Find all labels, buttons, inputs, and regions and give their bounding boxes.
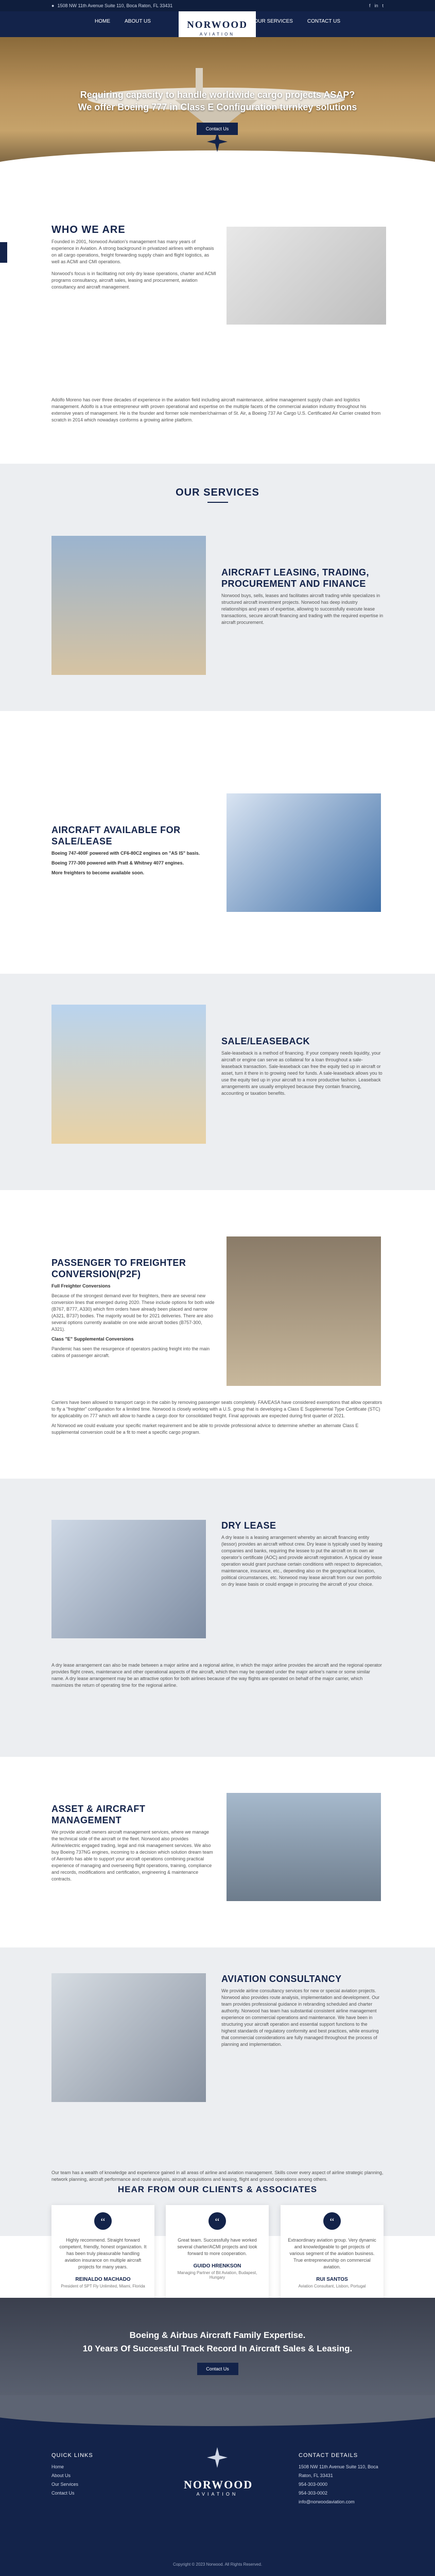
service-p2f-title: PASSENGER TO FREIGHTER CONVERSION(P2F) bbox=[51, 1258, 186, 1279]
footer-link-about[interactable]: About Us bbox=[51, 2473, 71, 2478]
testimonial-role-3: Aviation Consultant, Lisbon, Portugal bbox=[298, 2284, 366, 2289]
testimonial-text-3: Extraordinary aviation group. Very dynamic and knowledgeable to get projects of various segment of the aviation business. True entrepreneurship on commercial aviation. bbox=[288, 2238, 376, 2269]
testimonial-role-1: President of SPT Fly Unlimited, Miami, Florida bbox=[61, 2284, 145, 2289]
footer-address: 1508 NW 11th Avenue Suite 110, Boca Raton, FL 33431 bbox=[299, 2464, 378, 2478]
quote-icon: “ bbox=[94, 2212, 112, 2230]
service-consultancy-title: AVIATION CONSULTANCY bbox=[221, 1974, 342, 1984]
nav-right bbox=[247, 19, 347, 24]
who-we-are-section bbox=[51, 224, 384, 422]
engine-maintenance-image bbox=[227, 1793, 381, 1901]
who-paragraph-2: Norwood's focus is in facilitating not only dry lease operations, charter and ACMI programs consultancy, aircraft sales, leasing and procurement, aviation consultancy and aircraft management. bbox=[51, 271, 216, 290]
services-underline bbox=[207, 502, 228, 503]
logo-title: NORWOOD bbox=[187, 19, 248, 30]
cta-banner bbox=[0, 2298, 435, 2406]
service-p2f-text bbox=[51, 1257, 216, 1359]
footer-logo-subtitle: AVIATION bbox=[196, 2492, 238, 2497]
footer-contact bbox=[299, 2452, 386, 2506]
footer-contact-title: CONTACT DETAILS bbox=[299, 2452, 358, 2459]
nav-left bbox=[88, 19, 158, 24]
service-p2f-text-1: Because of the strongest demand ever for freighters, there are several new conversion lines that emerged during 2020. These include options for both wide (B767, B777, A330) which firm orders have already been placed and narrow (A321, B737) bodies. The majority would be for 2021 deliveries. There are also several options currently available on one wide aircraft bodies (B757-300, A321). bbox=[51, 1293, 215, 1332]
service-available-line-2: Boeing 777-300 powered with Pratt & Whitney 4077 engines. bbox=[51, 860, 184, 866]
service-available-text bbox=[51, 824, 216, 876]
quote-icon: “ bbox=[323, 2212, 341, 2230]
hero-line-2: We offer Boeing 777 in Class E Configuration turnkey solutions bbox=[78, 102, 357, 112]
footer-logo[interactable] bbox=[184, 2478, 251, 2497]
cta-line-1: Boeing & Airbus Aircraft Family Expertise. bbox=[129, 2330, 306, 2340]
testimonials-header bbox=[0, 2184, 435, 2195]
services-header bbox=[0, 487, 435, 503]
testimonial-name-2: GUIDO HRENKSON bbox=[193, 2263, 241, 2269]
service-management-desc: We provide aircraft owners aircraft management services, where we manage the technical side of the aircraft or the fleet. Norwood also provides Airline/electric engaged trading, legal and risk management services. We also buy Boeing 737NG engines, incoming to a decision which solution dream team of Aeroinfo has able to support your aircraft operations combining practical experience of managing and overseeing flight operations, training, compliance and records, modifications and certification, engineering & maintenance contracts. bbox=[51, 1829, 213, 1882]
compass-star-icon bbox=[207, 131, 228, 152]
location-icon: ● bbox=[51, 3, 55, 8]
service-drylease-text bbox=[221, 1520, 384, 1588]
footer-links bbox=[51, 2452, 93, 2498]
quote-icon: “ bbox=[208, 2212, 226, 2230]
who-paragraph-3: Adolfo Moreno has over three decades of experience in the aviation field including aircraft maintenance, airline management supply chain and logistics management. Adolfo is a true entrepreneur with proven operational and expertise on the multiple facets of the commercial aviation industry throughout his extensive years of management. He is the founder and former sole member/chairman of St. Air, a Boeing 737 Air Cargo U.S. Certificated Air Carrier created from scratch in 2014 which nowadays conforms a growing airline platform. bbox=[51, 397, 381, 422]
who-text bbox=[51, 224, 216, 291]
who-paragraph-1: Founded in 2001, Norwood Aviation's management has many years of experience in Aviation. A strong background in privatized airlines with emphasis on all cargo operations, freight forwarding supply chain and flight logistics, as well as ACMI and CMI operations. bbox=[51, 239, 214, 264]
service-available-line-1: Boeing 747-400F powered with CF6-80C2 engines on "AS IS" basis. bbox=[51, 851, 200, 856]
magnifier-airplane-image bbox=[227, 793, 381, 912]
cta-line-2: 10 Years Of Successful Track Record In Aircraft Sales & Leasing. bbox=[82, 2344, 353, 2353]
who-title: WHO WE ARE bbox=[51, 224, 126, 235]
handshake-plane-image bbox=[51, 1520, 206, 1638]
nav-contact[interactable]: CONTACT US bbox=[307, 19, 340, 24]
handshake-world-map-image bbox=[227, 227, 386, 325]
service-saleleaseback-title: SALE/LEASEBACK bbox=[221, 1036, 310, 1046]
main-nav bbox=[0, 11, 435, 37]
service-management-title: ASSET & AIRCRAFT MANAGEMENT bbox=[51, 1804, 146, 1825]
testimonial-name-1: REINALDO MACHADO bbox=[75, 2277, 131, 2282]
footer-link-contact[interactable]: Contact Us bbox=[51, 2490, 75, 2496]
testimonial-text-2: Great team. Successfully have worked several charter/ACMI projects and look forward to more cooperation. bbox=[177, 2238, 257, 2256]
service-p2f-text-3: Carriers have been allowed to transport cargo in the cabin by removing passenger seats completely. FAA/EASA have considered exemptions that allow operators to fly a "freighter" configuration for a limited time. Norwood is closely working with a U.S. group that is developing a Class E Supplemental Type Certificate (STC) for applicability on 777 which will allow to handle a cargo door for consolidated freight. Final approvals are expected during first quarter of 2021. bbox=[51, 1400, 382, 1418]
footer-links-title: QUICK LINKS bbox=[51, 2452, 93, 2459]
logo-subtitle: AVIATION bbox=[199, 31, 235, 37]
facebook-icon[interactable]: f bbox=[369, 3, 371, 8]
nav-home[interactable]: HOME bbox=[95, 19, 110, 24]
service-drylease-text-2: A dry lease arrangement can also be made between a major airline and a regional airline, in which the major airline provides the aircraft and the regional operator provides flight crews, maintenance and other operational aspects of the aircraft, which then may be operated under the major airline's name or some similar name. A dry lease arrangement may be an attractive option for both airlines because of the way flights are operated on behalf of the major carrier, which maximizes the return of operating time for the regional airline. bbox=[51, 1663, 382, 1688]
footer-phone-2[interactable]: 954-303-0002 bbox=[299, 2490, 328, 2496]
testimonials-title: HEAR FROM OUR CLIENTS & ASSOCIATES bbox=[117, 2184, 318, 2194]
cabin-cargo-image bbox=[227, 1236, 381, 1386]
social-links bbox=[369, 3, 384, 8]
service-p2f-text-2: Pandemic has seen the resurgence of operators packing freight into the main cabins of passenger aircraft. bbox=[51, 1346, 210, 1358]
linkedin-icon[interactable]: in bbox=[374, 3, 378, 8]
service-drylease-title: DRY LEASE bbox=[221, 1520, 276, 1531]
service-consultancy-text-2: Our team has a wealth of knowledge and experience gained in all areas of airline and aviation management. Skills cover every aspect of airline strategic planning, network planning, aircraft performance and route analysis, aircraft acquisitions and leasing, flight and ground operations among others. bbox=[51, 2170, 384, 2182]
hero-headline bbox=[0, 89, 435, 113]
plane-takeoff-image bbox=[51, 1005, 206, 1144]
footer-copyright: Copyright © 2023 Norwood. All Rights Reserved. bbox=[172, 2562, 263, 2567]
hero-curve bbox=[0, 150, 435, 171]
footer-email[interactable]: info@norwoodaviation.com bbox=[299, 2499, 355, 2504]
service-p2f-full bbox=[51, 1396, 384, 1436]
nav-about[interactable]: ABOUT US bbox=[125, 19, 151, 24]
compass-star-icon bbox=[207, 2447, 228, 2468]
footer-link-services[interactable]: Our Services bbox=[51, 2482, 79, 2487]
service-p2f-text-4: At Norwood we could evaluate your specific market requirement and be able to provide professional advice to determine whether an alternate Class E supplemental conversion could be a fit to meet a specific cargo program. bbox=[51, 1423, 359, 1435]
service-available-line-3: More freighters to become available soon. bbox=[51, 870, 145, 875]
topbar-address: 1508 NW 11th Avenue Suite 110, Boca Raton, FL 33431 bbox=[57, 3, 173, 8]
service-p2f-sub-2: Class "E" Supplemental Conversions bbox=[51, 1336, 134, 1342]
services-title: OUR SERVICES bbox=[176, 487, 259, 498]
footer-phone-1[interactable]: 954-303-0000 bbox=[299, 2482, 328, 2487]
service-leasing-text bbox=[221, 567, 384, 626]
footer-logo-title: NORWOOD bbox=[184, 2478, 253, 2491]
service-saleleaseback-desc: Sale-leaseback is a method of financing. If your company needs liquidity, your aircraft or engine can serve as collateral for a loan throughout a sale-leaseback transaction. Sale-leaseback can free the equity tied up in aircraft or asset, turn it there in to growing need for funds. A sale-leaseback allows you to use the equity tied up in your aircraft to a more productive fashion. Leaseback arrangements are usually employed because they contain financing, accounting or taxation benefits. bbox=[221, 1050, 382, 1096]
service-consultancy-text bbox=[221, 1973, 384, 2048]
twitter-icon[interactable]: t bbox=[382, 3, 384, 8]
hero-contact-button[interactable]: Contact Us bbox=[197, 123, 238, 135]
service-drylease-desc: A dry lease is a leasing arrangement whereby an aircraft financing entity (lessor) provides an aircraft without crew. Dry lease is typically used by leasing companies and banks, requiring the lessee to put the aircraft on its own air operator's certificate (AOC) and provide aircraft registration. A typical dry lease operation would grant purchase certain conditions with respect to depreciation, maintenance, insurance, etc., depending also on the geographical location, political circumstances, etc. Norwood may lease aircraft from our own portfolio on dry lease basis or could engage in procuring the aircraft of your choice. bbox=[221, 1535, 383, 1587]
cargo-plane-loading-image bbox=[51, 536, 206, 675]
footer-link-home[interactable]: Home bbox=[51, 2464, 64, 2469]
site-footer bbox=[0, 2396, 435, 2576]
service-available-title: AIRCRAFT AVAILABLE FOR SALE/LEASE bbox=[51, 825, 181, 846]
hero-line-1: Requiring capacity to handle worldwide cargo projects ASAP? bbox=[80, 90, 355, 100]
service-saleleaseback-text bbox=[221, 1036, 384, 1097]
cta-text bbox=[0, 2298, 435, 2355]
consultants-image bbox=[51, 1973, 206, 2102]
service-leasing-desc: Norwood buys, sells, leases and facilitates aircraft trading while specializes in structured aircraft investment projects. Norwood has deep industry relationships and years of expertise, allowing to successfully execute lease transactions, secure aircraft financing and trading with the required expertise in aircraft procurement. bbox=[221, 593, 384, 625]
service-p2f-sub-1: Full Freighter Conversions bbox=[51, 1283, 111, 1289]
cta-contact-button[interactable]: Contact Us bbox=[197, 2363, 238, 2375]
top-bar bbox=[0, 0, 435, 11]
footer-curve bbox=[0, 2395, 435, 2426]
testimonial-role-2: Managing Partner of Bit Aviation, Budapest, Hungary bbox=[177, 2270, 257, 2280]
service-management-text bbox=[51, 1803, 216, 1883]
side-tab[interactable] bbox=[0, 242, 7, 263]
testimonial-text-1: Highly recommend. Straight forward competent, friendly, honest organization. It has been truly pleasurable handling aviation insurance on multiple aircraft projects for many years. bbox=[59, 2238, 147, 2269]
service-leasing-title: AIRCRAFT LEASING, TRADING, PROCUREMENT AND FINANCE bbox=[221, 567, 369, 589]
testimonial-name-3: RUI SANTOS bbox=[316, 2277, 348, 2282]
topbar-address-group bbox=[51, 3, 172, 8]
nav-services[interactable]: OUR SERVICES bbox=[254, 19, 293, 24]
service-consultancy-desc: We provide airline consultancy services for new or special aviation projects. Norwood also provides route analysis, implementation and development. Our team provides professional guidance in rebranding scheduled and charter authority. Norwood has team has substantial consistent airline management experience on commercial operations and maintenance. We have been in structuring your aircraft operation and essential support functions to the highest standards of regulatory conformity and best practices, while ensuring that commercial considerations are fully managed throughout the process of planning and implementation. bbox=[221, 1988, 380, 2047]
